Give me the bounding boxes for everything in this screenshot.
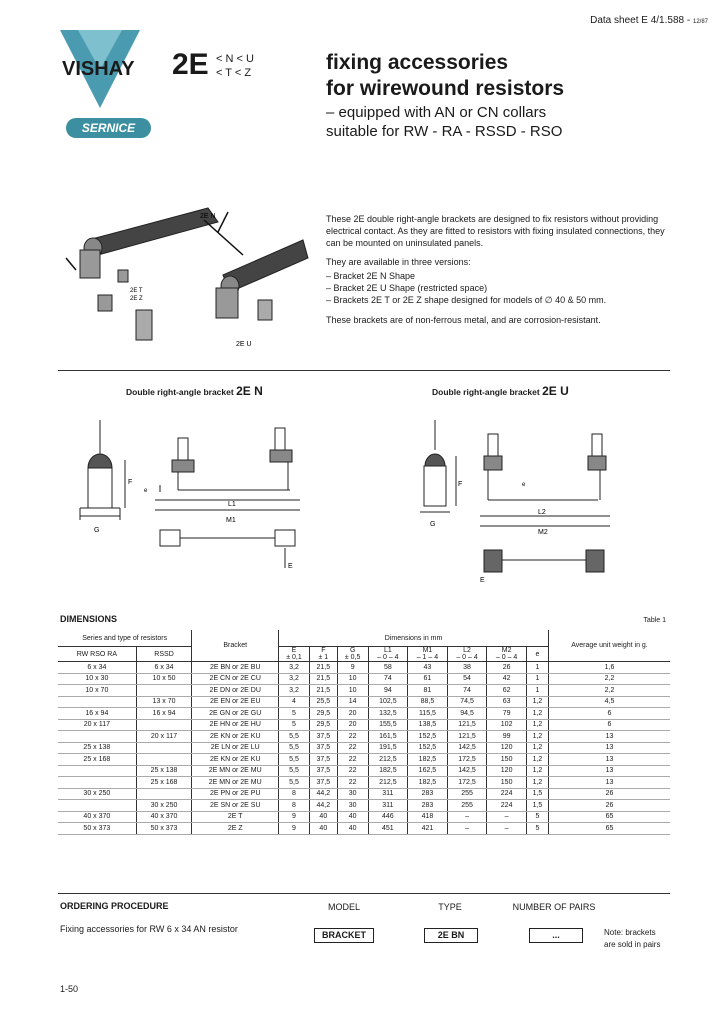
cell-L1: 311 — [368, 800, 408, 812]
cell-L1: 102,5 — [368, 696, 408, 708]
diagram-2eu-title: Double right-angle bracket 2E U — [432, 384, 569, 398]
cell-rssd — [136, 685, 192, 697]
svg-text:G: G — [430, 521, 436, 528]
cell-rssd: 10 x 50 — [136, 673, 192, 685]
head-series: Series and type of resistors — [58, 630, 192, 647]
cell-w: 6 — [549, 708, 671, 720]
table-row — [58, 777, 670, 789]
cell-L2: 255 — [447, 800, 487, 812]
cell-rw — [58, 777, 136, 789]
cell-M1: 418 — [408, 811, 448, 823]
cell-bracket: 2E BN or 2E BU — [192, 662, 279, 674]
cell-e: 1 — [526, 662, 548, 674]
cell-rw: 20 x 117 — [58, 719, 136, 731]
cell-M2: 42 — [487, 673, 527, 685]
cell-bracket: 2E EN or 2E EU — [192, 696, 279, 708]
cell-rw — [58, 696, 136, 708]
cell-L2: 38 — [447, 662, 487, 674]
cell-bracket: 2E KN or 2E KU — [192, 731, 279, 743]
cell-rw: 10 x 30 — [58, 673, 136, 685]
cell-M1: 421 — [408, 823, 448, 835]
svg-text:E: E — [480, 577, 485, 584]
cell-w: 6 — [549, 719, 671, 731]
svg-text:M1: M1 — [226, 517, 236, 524]
cell-E: 5 — [279, 719, 310, 731]
label-2ez: 2E Z — [130, 296, 143, 302]
cell-w: 65 — [549, 811, 671, 823]
product-subtitle: – equipped with AN or CN collars suitable for RW - RA - RSSD - RSO — [326, 104, 563, 140]
cell-L1: 58 — [368, 662, 408, 674]
cell-M1: 182,5 — [408, 754, 448, 766]
head-rssd: RSSD — [136, 647, 192, 662]
cell-bracket: 2E SN or 2E SU — [192, 800, 279, 812]
intro-text — [326, 213, 674, 333]
cell-E: 3,2 — [279, 673, 310, 685]
version-2etz: – Brackets 2E T or 2E Z shape designed for models of ∅ 40 & 50 mm. — [326, 295, 607, 305]
cell-L2: 121,5 — [447, 731, 487, 743]
cell-w: 13 — [549, 777, 671, 789]
cell-w: 4,5 — [549, 696, 671, 708]
cell-E: 5,5 — [279, 731, 310, 743]
cell-M1: 88,5 — [408, 696, 448, 708]
cell-L2: 142,5 — [447, 742, 487, 754]
cell-M1: 61 — [408, 673, 448, 685]
intro-paragraph-3: These brackets are of non-ferrous metal, and are corrosion-resistant. — [326, 315, 601, 325]
cell-L1: 132,5 — [368, 708, 408, 720]
pairs-box: ... — [529, 928, 583, 943]
cell-E: 8 — [279, 800, 310, 812]
svg-text:e: e — [522, 482, 526, 488]
cell-L1: 74 — [368, 673, 408, 685]
ordering-note: Note: brackets are sold in pairs — [604, 928, 661, 949]
cell-bracket: 2E HN or 2E HU — [192, 719, 279, 731]
table-row — [58, 708, 670, 720]
cell-M1: 138,5 — [408, 719, 448, 731]
cell-e: 1,2 — [526, 754, 548, 766]
cell-G: 9 — [337, 662, 368, 674]
cell-L2: 172,5 — [447, 777, 487, 789]
cell-rw — [58, 731, 136, 743]
cell-bracket: 2E CN or 2E CU — [192, 673, 279, 685]
cell-E: 5 — [279, 708, 310, 720]
cell-M2: 79 — [487, 708, 527, 720]
dimensions-table: Series and type of resistors Bracket Dimensions in mm Average unit weight in g. RW RSO RA RSSD E ± 0,1 F ± 1 G ± 0,5 L1 – 0 – 4 M1 – 1 – 4 L2 – 0 – 4 M2 – 0 – 4 e 6 x 34 6 x 34 2E BN or 2E BU 3,2 21,5 9 58 43 38 26 1 1,6 10 x 30 10 x 50 2E CN or 2E CU 3,2 21,5 10 74 61 54 42 1 2,2 10 x 70 2E DN or 2E DU 3,2 21,5 10 94 81 74 62 1 2,2 13 x 70 2E EN or 2E EU 4 25,5 14 102,5 88,5 74,5 63 1,2 4,5 16 x 94 16 x 94 2E GN or 2E GU 5 29,5 20 132,5 115,5 94,5 79 1,2 6 20 x 117 2E HN or 2E HU 5 29,5 20 155,5 138,5 121,5 102 1,2 6 20 x 117 2E KN or 2E KU 5,5 37,5 22 161,5 152,5 121,5 99 1,2 13 25 x 138 2E LN or 2E LU 5,5 37,5 22 191,5 152,5 142,5 120 1,2 13 25 x 168 2E KN or 2E KU 5,5 37,5 22 212,5 182,5 172,5 150 1,2 13 25 x 138 2E MN or 2E MU 5,5 37,5 22 182,5 162,5 142,5 120 1,2 13 25 x 168 2E MN or 2E MU 5,5 37,5 22 212,5 182,5 172,5 150 1,2 13 30 x 250 2E PN or 2E PU 8 44,2 30 311 283 255 224 1,5 26 30 x 250 2E SN or 2E SU 8 44,2 30 311 283 255 224 1,5 26 40 x 370 40 x 370 2E T 9 40 40 446 418 – – 5 65 50 x 373 50 x 373 2E Z 9 40 40 451 421 – – 5 65 — [58, 630, 670, 835]
cell-M2: – — [487, 823, 527, 835]
cell-G: 40 — [337, 823, 368, 835]
cell-M1: 152,5 — [408, 742, 448, 754]
cell-e: 1,2 — [526, 708, 548, 720]
cell-bracket: 2E T — [192, 811, 279, 823]
cell-e: 1 — [526, 685, 548, 697]
cell-E: 8 — [279, 788, 310, 800]
cell-e: 1 — [526, 673, 548, 685]
cell-w: 2,2 — [549, 685, 671, 697]
intro-paragraph-2: They are available in three versions: — [326, 257, 471, 267]
cell-w: 65 — [549, 823, 671, 835]
cell-L2: 54 — [447, 673, 487, 685]
table-label: Table 1 — [643, 617, 666, 624]
cell-M2: 26 — [487, 662, 527, 674]
cell-rssd: 50 x 373 — [136, 823, 192, 835]
cell-rw: 25 x 168 — [58, 754, 136, 766]
cell-F: 44,2 — [309, 800, 337, 812]
cell-bracket: 2E KN or 2E KU — [192, 754, 279, 766]
cell-M1: 81 — [408, 685, 448, 697]
label-2et: 2E T — [130, 288, 143, 294]
version-2eu: – Bracket 2E U Shape (restricted space) — [326, 283, 488, 293]
cell-L1: 94 — [368, 685, 408, 697]
cell-w: 26 — [549, 800, 671, 812]
cell-M2: 63 — [487, 696, 527, 708]
table-row — [58, 696, 670, 708]
cell-G: 14 — [337, 696, 368, 708]
cell-F: 37,5 — [309, 777, 337, 789]
cell-rssd: 6 x 34 — [136, 662, 192, 674]
cell-F: 44,2 — [309, 788, 337, 800]
cell-L1: 155,5 — [368, 719, 408, 731]
cell-M2: 102 — [487, 719, 527, 731]
table-row — [58, 765, 670, 777]
cell-bracket: 2E MN or 2E MU — [192, 777, 279, 789]
cell-L2: 172,5 — [447, 754, 487, 766]
pairs-label: NUMBER OF PAIRS — [512, 902, 596, 912]
cell-L1: 191,5 — [368, 742, 408, 754]
cell-F: 37,5 — [309, 742, 337, 754]
cell-e: 5 — [526, 823, 548, 835]
cell-M1: 43 — [408, 662, 448, 674]
cell-e: 1,2 — [526, 777, 548, 789]
cell-rssd: 40 x 370 — [136, 811, 192, 823]
type-box: 2E BN — [424, 928, 478, 943]
svg-text:L1: L1 — [228, 501, 236, 508]
cell-F: 37,5 — [309, 765, 337, 777]
table-row — [58, 754, 670, 766]
cell-M2: 224 — [487, 788, 527, 800]
cell-rw: 25 x 138 — [58, 742, 136, 754]
cell-e: 5 — [526, 811, 548, 823]
page-number: 1-50 — [60, 984, 79, 994]
cell-M2: 120 — [487, 742, 527, 754]
label-2en: 2E N — [200, 213, 216, 220]
cell-bracket: 2E DN or 2E DU — [192, 685, 279, 697]
cell-rssd: 20 x 117 — [136, 731, 192, 743]
cell-G: 40 — [337, 811, 368, 823]
cell-L1: 446 — [368, 811, 408, 823]
cell-M1: 283 — [408, 800, 448, 812]
cell-rw — [58, 765, 136, 777]
cell-M2: 120 — [487, 765, 527, 777]
cell-G: 22 — [337, 742, 368, 754]
cell-M1: 115,5 — [408, 708, 448, 720]
table-row — [58, 811, 670, 823]
product-code: 2E — [172, 48, 209, 81]
vishay-logo-text: VISHAY — [62, 58, 135, 80]
cell-G: 10 — [337, 673, 368, 685]
svg-text:L2: L2 — [538, 509, 546, 516]
product-title: fixing accessories for wirewound resistors — [326, 51, 565, 100]
cell-rssd: 16 x 94 — [136, 708, 192, 720]
sernice-logo: SERNICE — [66, 118, 151, 138]
cell-M2: 99 — [487, 731, 527, 743]
cell-w: 1,6 — [549, 662, 671, 674]
dimensions-heading: DIMENSIONS — [60, 614, 118, 624]
cell-rw: 40 x 370 — [58, 811, 136, 823]
head-dims: Dimensions in mm — [279, 630, 549, 647]
cell-bracket: 2E Z — [192, 823, 279, 835]
cell-M1: 182,5 — [408, 777, 448, 789]
table-row — [58, 731, 670, 743]
cell-L2: 74 — [447, 685, 487, 697]
cell-bracket: 2E MN or 2E MU — [192, 765, 279, 777]
cell-L1: 212,5 — [368, 754, 408, 766]
cell-L1: 212,5 — [368, 777, 408, 789]
cell-rw: 16 x 94 — [58, 708, 136, 720]
table-row — [58, 719, 670, 731]
cell-w: 13 — [549, 742, 671, 754]
table-row — [58, 742, 670, 754]
cell-E: 3,2 — [279, 685, 310, 697]
cell-bracket: 2E LN or 2E LU — [192, 742, 279, 754]
cell-rssd — [136, 788, 192, 800]
svg-text:F: F — [458, 481, 463, 488]
cell-G: 30 — [337, 800, 368, 812]
cell-G: 22 — [337, 754, 368, 766]
cell-M2: 150 — [487, 754, 527, 766]
cell-E: 4 — [279, 696, 310, 708]
cell-E: 5,5 — [279, 765, 310, 777]
cell-E: 9 — [279, 823, 310, 835]
type-label: TYPE — [438, 902, 462, 912]
cell-rssd: 30 x 250 — [136, 800, 192, 812]
cell-F: 21,5 — [309, 662, 337, 674]
cell-L2: – — [447, 823, 487, 835]
table-row — [58, 823, 670, 835]
cell-w: 13 — [549, 765, 671, 777]
cell-L2: – — [447, 811, 487, 823]
head-bracket: Bracket — [192, 630, 279, 662]
diagram-2en-title: Double right-angle bracket 2E N — [126, 384, 263, 398]
cell-rw: 50 x 373 — [58, 823, 136, 835]
datasheet-reference: Data sheet E 4/1.588 - 12/87 — [590, 15, 708, 26]
cell-w: 26 — [549, 788, 671, 800]
product-illustration — [58, 200, 318, 350]
cell-G: 20 — [337, 719, 368, 731]
cell-rssd — [136, 754, 192, 766]
cell-M1: 162,5 — [408, 765, 448, 777]
cell-e: 1,2 — [526, 742, 548, 754]
table-row — [58, 800, 670, 812]
cell-F: 21,5 — [309, 673, 337, 685]
cell-rw — [58, 800, 136, 812]
cell-w: 2,2 — [549, 673, 671, 685]
cell-rssd: 25 x 168 — [136, 777, 192, 789]
cell-G: 20 — [337, 708, 368, 720]
cell-M2: 62 — [487, 685, 527, 697]
diagram-2en — [60, 420, 340, 600]
cell-L1: 451 — [368, 823, 408, 835]
cell-F: 21,5 — [309, 685, 337, 697]
cell-E: 9 — [279, 811, 310, 823]
divider — [58, 370, 670, 371]
cell-G: 22 — [337, 731, 368, 743]
cell-F: 40 — [309, 811, 337, 823]
table-row — [58, 788, 670, 800]
cell-M2: 150 — [487, 777, 527, 789]
cell-G: 22 — [337, 765, 368, 777]
svg-text:G: G — [94, 527, 100, 534]
cell-e: 1,2 — [526, 719, 548, 731]
cell-F: 37,5 — [309, 754, 337, 766]
cell-L2: 142,5 — [447, 765, 487, 777]
cell-L2: 74,5 — [447, 696, 487, 708]
divider — [58, 893, 670, 894]
cell-M2: 224 — [487, 800, 527, 812]
cell-rssd: 25 x 138 — [136, 765, 192, 777]
cell-E: 5,5 — [279, 754, 310, 766]
cell-bracket: 2E GN or 2E GU — [192, 708, 279, 720]
cell-L2: 255 — [447, 788, 487, 800]
svg-text:F: F — [128, 479, 133, 486]
cell-F: 37,5 — [309, 731, 337, 743]
cell-rw: 10 x 70 — [58, 685, 136, 697]
product-variants: < N < U < T < Z — [216, 53, 254, 79]
ordering-heading: ORDERING PROCEDURE — [60, 901, 169, 911]
cell-rssd — [136, 719, 192, 731]
cell-rw: 6 x 34 — [58, 662, 136, 674]
table-row — [58, 685, 670, 697]
cell-M1: 152,5 — [408, 731, 448, 743]
cell-E: 5,5 — [279, 742, 310, 754]
cell-bracket: 2E PN or 2E PU — [192, 788, 279, 800]
cell-G: 22 — [337, 777, 368, 789]
cell-e: 1,5 — [526, 800, 548, 812]
cell-rssd: 13 x 70 — [136, 696, 192, 708]
cell-rw: 30 x 250 — [58, 788, 136, 800]
cell-rssd — [136, 742, 192, 754]
cell-E: 3,2 — [279, 662, 310, 674]
cell-e: 1,2 — [526, 696, 548, 708]
svg-text:M2: M2 — [538, 529, 548, 536]
cell-F: 40 — [309, 823, 337, 835]
cell-E: 5,5 — [279, 777, 310, 789]
cell-L1: 182,5 — [368, 765, 408, 777]
ordering-example: Fixing accessories for RW 6 x 34 AN resistor — [60, 924, 238, 934]
head-weight: Average unit weight in g. — [549, 630, 671, 662]
version-2en: – Bracket 2E N Shape — [326, 271, 416, 281]
cell-M1: 283 — [408, 788, 448, 800]
cell-F: 29,5 — [309, 708, 337, 720]
head-rw: RW RSO RA — [58, 647, 136, 662]
table-row — [58, 662, 670, 674]
cell-w: 13 — [549, 731, 671, 743]
cell-F: 25,5 — [309, 696, 337, 708]
intro-paragraph-1: These 2E double right-angle brackets are designed to fix resistors without providing electrical contact. As they are fitted to resistors with fixing insulated connections, they can be mounted on uninsulated panels. — [326, 214, 665, 248]
cell-L1: 161,5 — [368, 731, 408, 743]
svg-text:E: E — [288, 563, 293, 570]
model-label: MODEL — [327, 902, 360, 912]
cell-w: 13 — [549, 754, 671, 766]
cell-M2: – — [487, 811, 527, 823]
cell-e: 1,5 — [526, 788, 548, 800]
cell-e: 1,2 — [526, 731, 548, 743]
diagram-2eu — [410, 420, 640, 595]
model-box: BRACKET — [314, 928, 374, 943]
cell-L1: 311 — [368, 788, 408, 800]
cell-G: 10 — [337, 685, 368, 697]
cell-G: 30 — [337, 788, 368, 800]
label-2eu: 2E U — [236, 341, 252, 348]
cell-F: 29,5 — [309, 719, 337, 731]
cell-L2: 121,5 — [447, 719, 487, 731]
table-row — [58, 673, 670, 685]
svg-text:e: e — [144, 488, 148, 494]
cell-L2: 94,5 — [447, 708, 487, 720]
cell-e: 1,2 — [526, 765, 548, 777]
